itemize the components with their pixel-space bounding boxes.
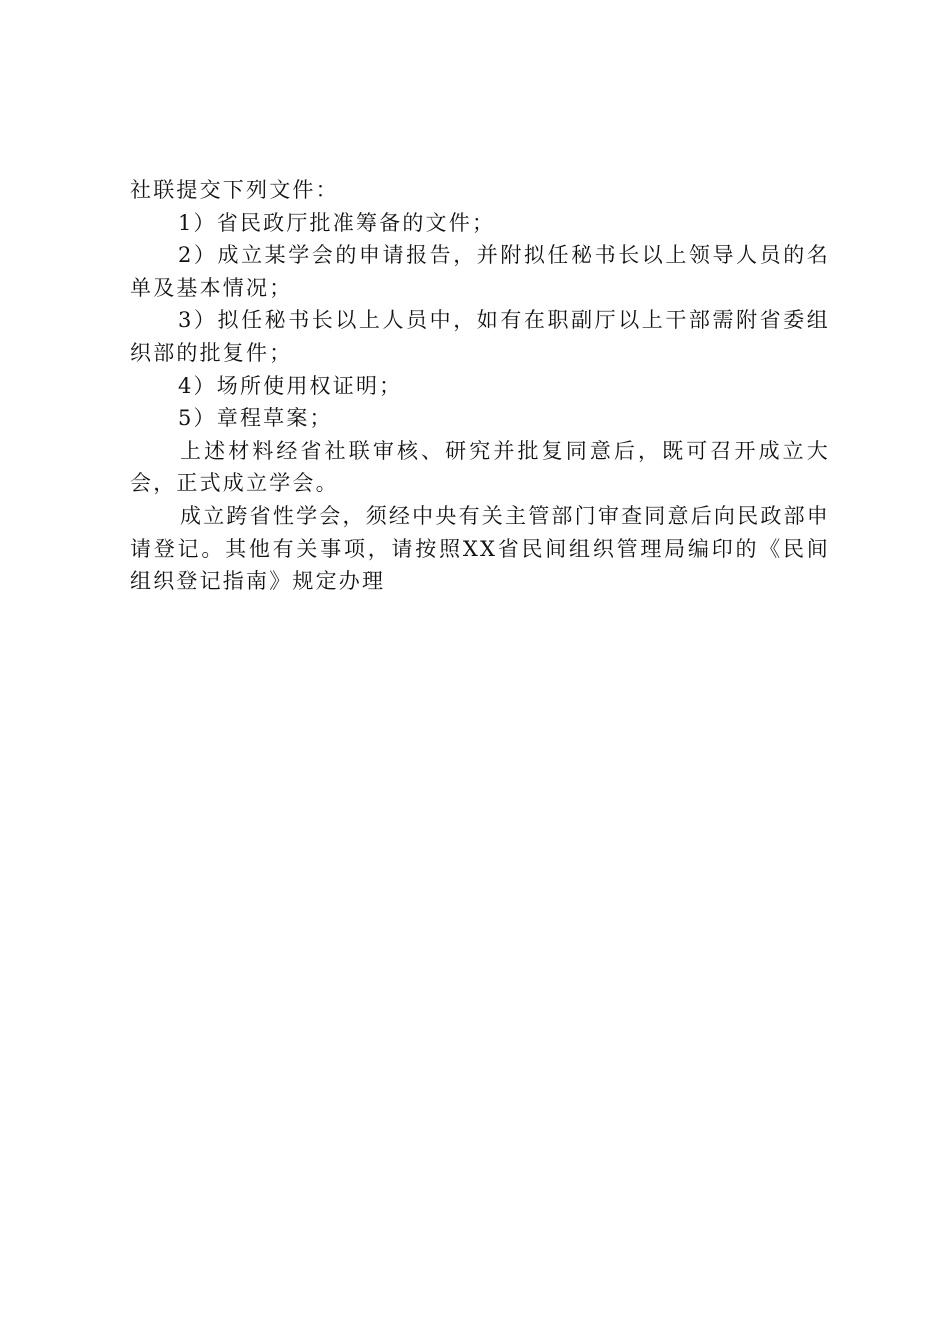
list-item-3: 3）拟任秘书长以上人员中，如有在职副厅以上干部需附省委组织部的批复件； — [130, 308, 830, 365]
list-item-1: 1）省民政厅批准筹备的文件； — [178, 210, 496, 235]
list-item-4: 4）场所使用权证明； — [178, 373, 403, 398]
paragraph-intro: 社联提交下列文件： — [130, 178, 339, 202]
document-body — [130, 174, 830, 598]
paragraph-cross-province: 成立跨省性学会，须经中央有关主管部门审查同意后向民政部申请登记。其他有关事项，请按照XX省民间组织管理局编印的《民间组织登记指南》规定办理 — [130, 503, 830, 594]
list-item-5: 5）章程草案； — [178, 406, 333, 431]
list-item-2: 2）成立某学会的申请报告，并附拟任秘书长以上领导人员的名单及基本情况； — [130, 243, 830, 300]
paragraph-approval: 上述材料经省社联审核、研究并批复同意后，既可召开成立大会，正式成立学会。 — [130, 438, 830, 496]
